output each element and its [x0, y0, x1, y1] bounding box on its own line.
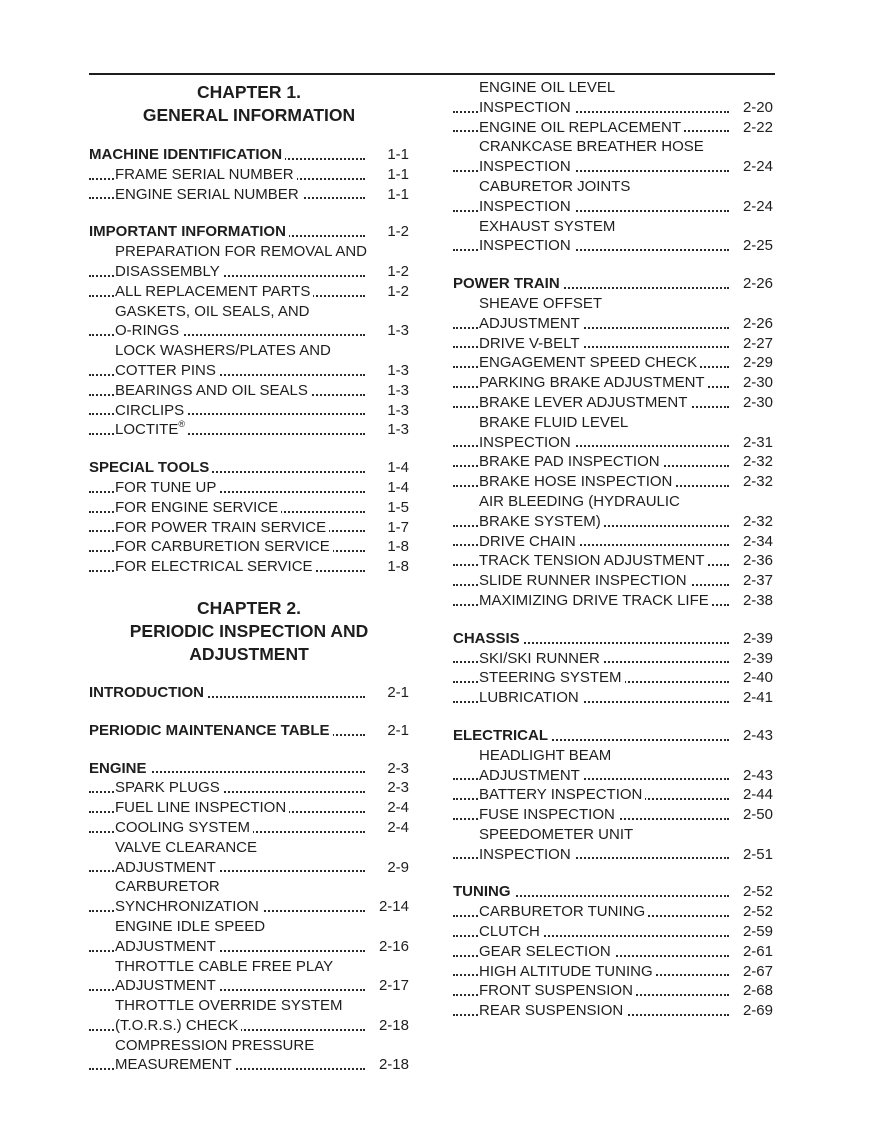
toc-entry[interactable]: ADJUSTMENT 2-17	[89, 976, 409, 996]
toc-entry[interactable]: (T.O.R.S.) CHECK 2-18	[89, 1016, 409, 1036]
toc-entry[interactable]: CARBURETOR TUNING 2-52	[453, 902, 773, 922]
chapter-2-number: CHAPTER 2.	[196, 597, 302, 618]
toc-entry[interactable]: MAXIMIZING DRIVE TRACK LIFE 2-38	[453, 591, 773, 611]
toc-entry-continued[interactable]: ENGINE IDLE SPEED	[115, 917, 266, 935]
toc-entry-continued[interactable]: PREPARATION FOR REMOVAL AND	[115, 243, 367, 261]
toc-entry[interactable]: FUSE INSPECTION 2-50	[453, 805, 773, 825]
toc-entry[interactable]: COOLING SYSTEM 2-4	[89, 818, 409, 838]
toc-entry-continued[interactable]: VALVE CLEARANCE	[115, 838, 257, 856]
toc-entry[interactable]: ALL REPLACEMENT PARTS 1-2	[89, 282, 409, 302]
toc-entry[interactable]: LOCTITE® 1-3	[89, 420, 409, 440]
toc-entry[interactable]: BRAKE HOSE INSPECTION 2-32	[453, 472, 773, 492]
toc-entry[interactable]: DISASSEMBLY 1-2	[89, 262, 409, 282]
toc-entry[interactable]: CHASSIS 2-39	[453, 629, 773, 647]
toc-entry-continued[interactable]: CARBURETOR	[115, 878, 220, 896]
toc-right-column	[453, 78, 773, 1021]
toc-entry[interactable]: ELECTRICAL 2-43	[453, 726, 773, 744]
toc-entry[interactable]: BRAKE SYSTEM) 2-32	[453, 512, 773, 532]
toc-entry[interactable]: LUBRICATION 2-41	[453, 688, 773, 708]
toc-entry[interactable]: ADJUSTMENT 2-16	[89, 937, 409, 957]
toc-entry-continued[interactable]: THROTTLE CABLE FREE PLAY	[115, 957, 334, 975]
toc-section-special-tools	[89, 458, 409, 577]
toc-section-tuning	[453, 882, 773, 1021]
toc-entry[interactable]: SPARK PLUGS 2-3	[89, 778, 409, 798]
toc-entry[interactable]: CIRCLIPS 1-3	[89, 401, 409, 421]
toc-entry[interactable]: FOR ENGINE SERVICE 1-5	[89, 498, 409, 518]
chapter-1-heading	[89, 81, 409, 127]
toc-entry[interactable]: INSPECTION 2-51	[453, 845, 773, 865]
toc-section-engine-continued	[453, 78, 773, 256]
toc-entry[interactable]: ENGINE OIL REPLACEMENT 2-22	[453, 118, 773, 138]
toc-entry[interactable]: INSPECTION 2-20	[453, 98, 773, 118]
toc-entry-continued[interactable]: HEADLIGHT BEAM	[479, 746, 612, 764]
toc-entry[interactable]: COTTER PINS 1-3	[89, 361, 409, 381]
toc-entry[interactable]: ADJUSTMENT 2-26	[453, 314, 773, 334]
toc-entry-continued[interactable]: SHEAVE OFFSET	[479, 294, 603, 312]
toc-entry[interactable]: SLIDE RUNNER INSPECTION 2-37	[453, 571, 773, 591]
toc-entry[interactable]: DRIVE V-BELT 2-27	[453, 334, 773, 354]
toc-entry[interactable]: FOR CARBURETION SERVICE 1-8	[89, 537, 409, 557]
toc-entry[interactable]: PARKING BRAKE ADJUSTMENT 2-30	[453, 373, 773, 393]
toc-entry[interactable]: FOR POWER TRAIN SERVICE 1-7	[89, 518, 409, 538]
toc-entry-continued[interactable]: AIR BLEEDING (HYDRAULIC	[479, 492, 680, 510]
toc-entry[interactable]: PERIODIC MAINTENANCE TABLE 2-1	[89, 721, 409, 739]
toc-entry[interactable]: INSPECTION 2-25	[453, 236, 773, 256]
chapter-2-title-line2: ADJUSTMENT	[189, 643, 309, 664]
toc-entry[interactable]: SPECIAL TOOLS 1-4	[89, 459, 409, 477]
header-rule	[89, 73, 775, 75]
registered-mark: ®	[178, 419, 185, 430]
toc-entry[interactable]: FOR TUNE UP 1-4	[89, 478, 409, 498]
toc-entry-continued[interactable]: CRANKCASE BREATHER HOSE	[479, 138, 704, 156]
toc-entry[interactable]: FRAME SERIAL NUMBER 1-1	[89, 165, 409, 185]
toc-entry[interactable]: TUNING 2-52	[453, 883, 773, 901]
toc-entry[interactable]: REAR SUSPENSION 2-69	[453, 1001, 773, 1021]
toc-entry-continued[interactable]: LOCK WASHERS/PLATES AND	[115, 342, 331, 360]
toc-entry[interactable]: IMPORTANT INFORMATION 1-2	[89, 223, 409, 241]
toc-section-electrical	[453, 726, 773, 865]
toc-entry[interactable]: STEERING SYSTEM 2-40	[453, 668, 773, 688]
toc-entry-continued[interactable]: SPEEDOMETER UNIT	[479, 825, 634, 843]
toc-entry[interactable]: FOR ELECTRICAL SERVICE 1-8	[89, 557, 409, 577]
toc-entry[interactable]: INSPECTION 2-24	[453, 157, 773, 177]
toc-entry[interactable]: TRACK TENSION ADJUSTMENT 2-36	[453, 551, 773, 571]
toc-entry[interactable]: INSPECTION 2-24	[453, 197, 773, 217]
toc-entry[interactable]: ENGINE SERIAL NUMBER 1-1	[89, 185, 409, 205]
toc-entry[interactable]: POWER TRAIN 2-26	[453, 275, 773, 293]
toc-entry[interactable]: BRAKE LEVER ADJUSTMENT 2-30	[453, 393, 773, 413]
toc-section-chassis	[453, 629, 773, 708]
toc-entry[interactable]: O-RINGS 1-3	[89, 321, 409, 341]
toc-entry[interactable]: HIGH ALTITUDE TUNING 2-67	[453, 962, 773, 982]
toc-entry-continued[interactable]: BRAKE FLUID LEVEL	[479, 413, 629, 431]
toc-left-column	[89, 78, 409, 1075]
toc-entry-continued[interactable]: COMPRESSION PRESSURE	[115, 1036, 315, 1054]
toc-entry[interactable]: INSPECTION 2-31	[453, 433, 773, 453]
toc-entry[interactable]: SKI/SKI RUNNER 2-39	[453, 649, 773, 669]
toc-entry[interactable]: DRIVE CHAIN 2-34	[453, 532, 773, 552]
toc-entry[interactable]: BEARINGS AND OIL SEALS 1-3	[89, 381, 409, 401]
toc-entry[interactable]: FRONT SUSPENSION 2-68	[453, 981, 773, 1001]
toc-entry[interactable]: MEASUREMENT 2-18	[89, 1055, 409, 1075]
toc-section-power-train	[453, 274, 773, 611]
toc-entry[interactable]: ADJUSTMENT 2-43	[453, 766, 773, 786]
toc-entry[interactable]: SYNCHRONIZATION 2-14	[89, 897, 409, 917]
toc-entry-continued[interactable]: CABURETOR JOINTS	[479, 177, 631, 195]
chapter-2-title-line1: PERIODIC INSPECTION AND	[129, 620, 369, 641]
toc-entry-continued[interactable]: THROTTLE OVERRIDE SYSTEM	[115, 997, 343, 1015]
toc-entry[interactable]: ADJUSTMENT 2-9	[89, 858, 409, 878]
toc-entry[interactable]: FUEL LINE INSPECTION 2-4	[89, 798, 409, 818]
toc-entry-continued[interactable]: EXHAUST SYSTEM	[479, 217, 616, 235]
toc-entry[interactable]: GEAR SELECTION 2-61	[453, 942, 773, 962]
toc-entry[interactable]: BATTERY INSPECTION 2-44	[453, 785, 773, 805]
toc-entry-continued[interactable]: GASKETS, OIL SEALS, AND	[115, 302, 310, 320]
toc-entry[interactable]: ENGAGEMENT SPEED CHECK 2-29	[453, 353, 773, 373]
toc-entry[interactable]: MACHINE IDENTIFICATION 1-1	[89, 146, 409, 163]
toc-entry[interactable]: BRAKE PAD INSPECTION 2-32	[453, 452, 773, 472]
toc-section-machine-identification	[89, 145, 409, 204]
toc-section-important-information	[89, 222, 409, 440]
toc-entry[interactable]: INTRODUCTION 2-1	[89, 683, 409, 701]
chapter-2-heading	[89, 597, 409, 666]
toc-entry[interactable]: ENGINE 2-3	[89, 759, 409, 777]
toc-entry[interactable]: CLUTCH 2-59	[453, 922, 773, 942]
chapter-1-title: GENERAL INFORMATION	[142, 105, 356, 125]
chapter-1-number: CHAPTER 1.	[196, 82, 302, 102]
toc-entry-continued[interactable]: ENGINE OIL LEVEL	[479, 79, 616, 96]
toc-section-engine	[89, 759, 409, 1076]
